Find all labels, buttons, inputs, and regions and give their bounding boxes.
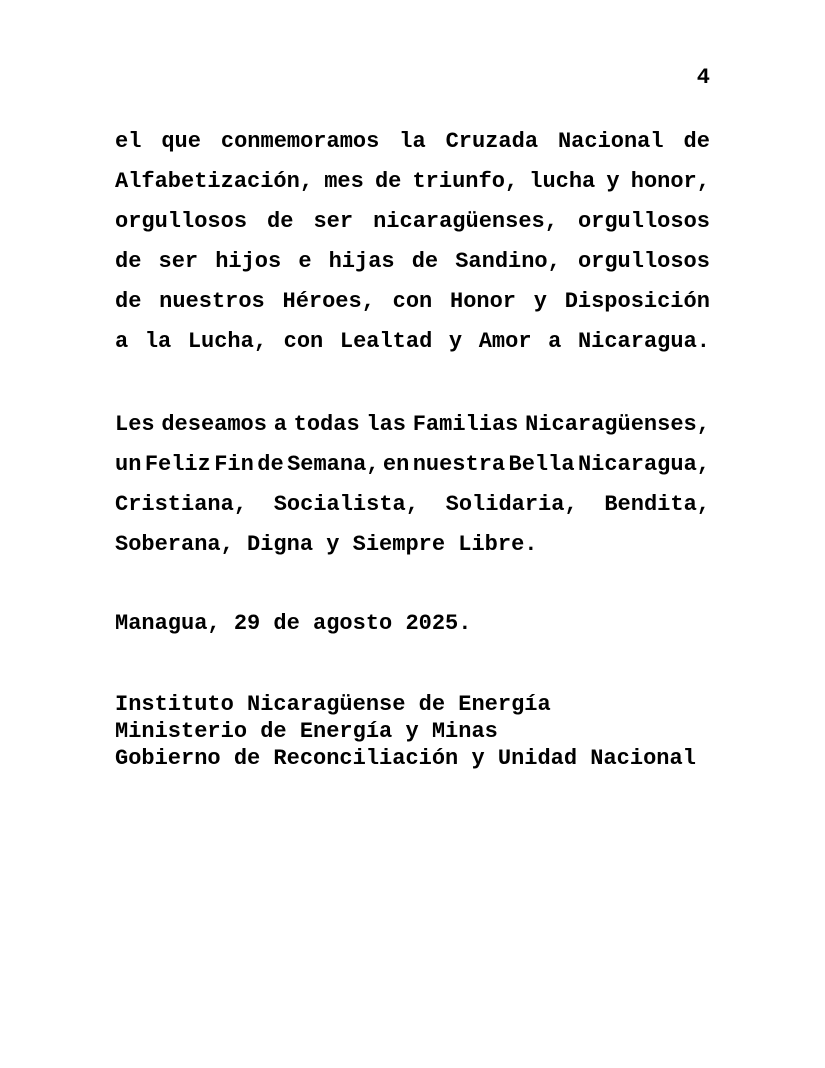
word: Nicaragua. bbox=[577, 329, 710, 354]
word: de bbox=[115, 249, 142, 274]
word: con bbox=[392, 289, 433, 314]
text-line bbox=[115, 405, 710, 445]
word: Nacional bbox=[557, 129, 664, 154]
word: el bbox=[115, 129, 142, 154]
word: mes bbox=[324, 169, 364, 194]
word: la bbox=[144, 329, 172, 354]
text-line bbox=[115, 202, 710, 242]
word: Cristiana, bbox=[115, 492, 248, 517]
word: Fin bbox=[214, 452, 254, 477]
text-line bbox=[115, 485, 710, 525]
word: hijas bbox=[328, 249, 395, 274]
word: todas bbox=[293, 412, 360, 437]
text-line bbox=[115, 122, 710, 162]
text-line bbox=[115, 242, 710, 282]
word: a bbox=[115, 329, 129, 354]
text-line: Managua, 29 de agosto 2025. bbox=[115, 611, 472, 636]
word: Héroes, bbox=[282, 289, 375, 314]
word: orgullosos bbox=[577, 249, 710, 274]
word: Bendita, bbox=[604, 492, 710, 517]
word: ser bbox=[158, 249, 199, 274]
text-line bbox=[115, 282, 710, 322]
word: la bbox=[399, 129, 426, 154]
text-line bbox=[115, 445, 710, 485]
word: honor, bbox=[630, 169, 710, 194]
word: Nicaragüenses, bbox=[525, 412, 710, 437]
word: de bbox=[115, 289, 142, 314]
word: Socialista, bbox=[273, 492, 419, 517]
word: y bbox=[533, 289, 547, 314]
word: deseamos bbox=[161, 412, 267, 437]
word: nuestra bbox=[412, 452, 506, 477]
word: en bbox=[382, 452, 410, 477]
word: las bbox=[366, 412, 406, 437]
word: orgullosos bbox=[577, 209, 710, 234]
word: e bbox=[298, 249, 312, 274]
word: de bbox=[257, 452, 284, 477]
word: de bbox=[411, 249, 439, 274]
word: y bbox=[448, 329, 463, 354]
word: Lealtad bbox=[339, 329, 433, 354]
text-line: Soberana, Digna y Siempre Libre. bbox=[115, 532, 538, 557]
signature-block bbox=[115, 691, 710, 772]
paragraph-wishes bbox=[115, 405, 710, 565]
text-line: Instituto Nicaragüense de Energía bbox=[115, 692, 551, 717]
date-line bbox=[115, 604, 710, 644]
word: a bbox=[273, 412, 287, 437]
word: y bbox=[606, 169, 620, 194]
word: Disposición bbox=[564, 289, 710, 314]
text-line: Gobierno de Reconciliación y Unidad Nacional bbox=[115, 746, 696, 771]
word: de bbox=[267, 209, 294, 234]
word: triunfo, bbox=[412, 169, 519, 194]
word: ser bbox=[313, 209, 354, 234]
word: Semana, bbox=[287, 452, 380, 477]
word: Amor bbox=[478, 329, 532, 354]
text-line bbox=[115, 162, 710, 202]
word: Feliz bbox=[144, 452, 211, 477]
word: Sandino, bbox=[455, 249, 561, 274]
word: orgullosos bbox=[115, 209, 248, 234]
word: nicaragüenses, bbox=[373, 209, 558, 234]
word: hijos bbox=[215, 249, 282, 274]
word: Familias bbox=[412, 412, 519, 437]
word: de bbox=[683, 129, 710, 154]
word: lucha bbox=[529, 169, 596, 194]
word: Les bbox=[115, 412, 155, 437]
word: Cruzada bbox=[445, 129, 539, 154]
word: Nicaragua, bbox=[577, 452, 710, 477]
word: Bella bbox=[508, 452, 575, 477]
text-line bbox=[115, 322, 710, 362]
word: de bbox=[374, 169, 402, 194]
word: Honor bbox=[450, 289, 517, 314]
word: a bbox=[548, 329, 562, 354]
word: Lucha, bbox=[187, 329, 268, 354]
word: que bbox=[161, 129, 201, 154]
page-number: 4 bbox=[696, 65, 710, 90]
word: conmemoramos bbox=[220, 129, 380, 154]
word: un bbox=[115, 452, 142, 477]
word: nuestros bbox=[159, 289, 265, 314]
text-line: Ministerio de Energía y Minas bbox=[115, 719, 498, 744]
paragraph-commemoration bbox=[115, 122, 710, 362]
word: con bbox=[283, 329, 324, 354]
word: Solidaria, bbox=[445, 492, 578, 517]
word: Alfabetización, bbox=[115, 169, 314, 194]
